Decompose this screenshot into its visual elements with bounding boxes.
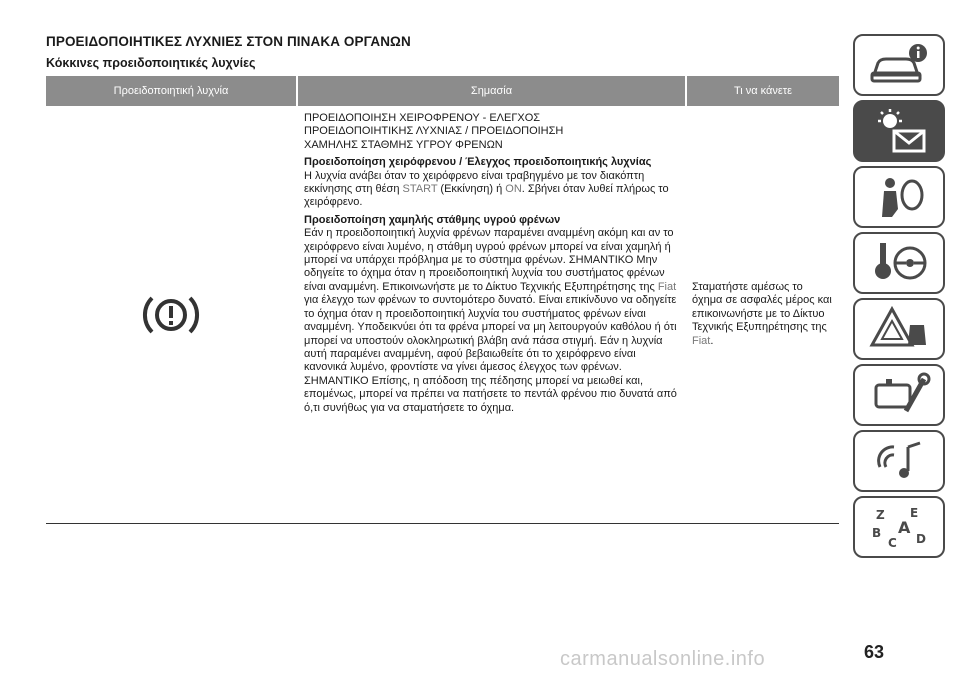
- seatbelt-airbag-icon: [866, 173, 932, 221]
- handbrake-text-c: . Σβήνει όταν λυθεί πλήρως το χειρόφρενο.: [304, 183, 669, 209]
- brake-fluid-text-a: Εάν η προειδοποιητική λυχνία φρένων παραμένει αναμμένη ακόμη και αν το χειρόφρενο είναι λυμένο, η στάθμη υγρού φρένων μπορεί να είναι χαμηλή ή μπορεί να υπάρχει πρόβλημα με το σύστημα φρένων. ΣΗΜΑΝΤΙΚΟ Μην οδηγείτε το όχημα όταν η προειδοποιητική λυχνία του συστήματος φρένων είναι αναμμένη. Επικοινωνήστε με το Δίκτυο Τεχνικής Εξυπηρέτησης της: [304, 227, 674, 293]
- tab-car-info[interactable]: [853, 34, 945, 96]
- action-fiat-label: Fiat: [692, 334, 711, 347]
- action-end: .: [710, 334, 714, 347]
- brake-warning-icon: [140, 284, 202, 346]
- table-header: [46, 76, 839, 106]
- title-line-2: ΠΡΟΕΙΔΟΠΟΙΗΤΙΚΗΣ ΛΥΧΝΙΑΣ / ΠΡΟΕΙΔΟΠΟΙΗΣΗ: [304, 125, 564, 138]
- index-letters-icon: [866, 503, 932, 551]
- page-title: ΠΡΟΕΙΔΟΠΟΙΗΤΙΚΕΣ ΛΥΧΝΙΕΣ ΣΤΟΝ ΠΙΝΑΚΑ ΟΡΓΑΝΩΝ: [46, 34, 411, 49]
- brake-fluid-text-b: για έλεγχο των φρένων το συντομότερο δυνατό. Είναι επικίνδυνο να οδηγείτε το όχημα όταν η προειδοποιητική λυχνία του συστήματος φρένων είναι αναμμένη. Υποδεικνύει ότι τα φρένα μπορεί να μη λειτουργούν καθόλου ή ότι μπορεί να υποστούν ολοκληρωτική βλάβη ανά πάσα στιγμή. Εάν η λυχνία αυτή παραμένει αναμμένη, αφού βεβαιωθείτε ότι το χειρόφρενο είναι κανονικά λυμένο, φροντίστε να γίνει άμεσος έλεγχος των φρένων. ΣΗΜΑΝΤΙΚΟ Επίσης, η απόδοση της πέδησης μπορεί να μειωθεί και, επομένως, μπορεί να πρέπει να πατήσετε το πεντάλ φρένου πιο δυνατά από ό,τι συνήθως για να σταματήσετε το όχημα.: [304, 294, 677, 414]
- handbrake-text-b: (Εκκίνηση) ή: [437, 183, 506, 196]
- handbrake-text-a: Η λυχνία ανάβει όταν το χειρόφρενο είναι τραβηγμένο με τον διακόπτη εκκίνησης στη θέση: [304, 169, 645, 196]
- warning-lights-table: [46, 76, 839, 524]
- hazard-emergency-icon: [866, 305, 932, 353]
- section-subtitle: Κόκκινες προειδοποιητικές λυχνίες: [46, 56, 256, 70]
- fiat-label: Fiat: [657, 280, 677, 293]
- tab-starting-driving[interactable]: [853, 232, 945, 294]
- warning-light-cell: [46, 106, 296, 523]
- page-number: 63: [864, 642, 885, 662]
- on-label: ON: [505, 183, 522, 196]
- header-warning-light: Προειδοποιητική λυχνία: [113, 85, 229, 97]
- watermark: carmanualsonline.info: [560, 648, 766, 670]
- title-line-1: ΠΡΟΕΙΔΟΠΟΙΗΣΗ ΧΕΙΡΟΦΡΕΝΟΥ - ΕΛΕΓΧΟΣ: [304, 112, 541, 124]
- header-what-to-do: Τι να κάνετε: [685, 76, 839, 106]
- svg-text:B: B: [872, 526, 882, 540]
- tab-index[interactable]: [853, 496, 945, 558]
- handbrake-heading: Προειδοποίηση χειρόφρενου / Έλεγχος προειδοποιητικής λυχνίας: [304, 156, 652, 169]
- start-label: START: [402, 183, 438, 196]
- table-row: [46, 106, 839, 524]
- brake-fluid-heading: Προειδοποίηση χαμηλής στάθμης υγρού φρένων: [304, 213, 561, 226]
- warning-light-icon: [866, 107, 932, 155]
- tab-warning-lights[interactable]: [853, 100, 945, 162]
- svg-text:Z: Z: [876, 508, 885, 522]
- multimedia-icon: [866, 437, 932, 485]
- tab-multimedia[interactable]: [853, 430, 945, 492]
- wrench-service-icon: [866, 371, 932, 419]
- svg-text:D: D: [916, 532, 926, 546]
- car-info-icon: [866, 41, 932, 89]
- svg-text:C: C: [888, 536, 897, 550]
- svg-text:A: A: [898, 518, 911, 537]
- svg-text:E: E: [910, 506, 919, 520]
- chapter-tabs: [853, 34, 945, 562]
- tab-emergency[interactable]: [853, 298, 945, 360]
- action-text: Σταματήστε αμέσως το όχημα σε ασφαλές μέρος και επικοινωνήστε με το Δίκτυο Τεχνικής Εξυπηρέτησης της: [692, 280, 832, 334]
- tab-safety[interactable]: [853, 166, 945, 228]
- title-line-3: ΧΑΜΗΛΗΣ ΣΤΑΘΜΗΣ ΥΓΡΟΥ ΦΡΕΝΩΝ: [304, 138, 503, 151]
- tab-maintenance[interactable]: [853, 364, 945, 426]
- meaning-cell: [296, 106, 685, 523]
- header-meaning: Σημασία: [296, 76, 685, 106]
- key-steering-wheel-icon: [866, 239, 932, 287]
- action-cell: [685, 106, 839, 523]
